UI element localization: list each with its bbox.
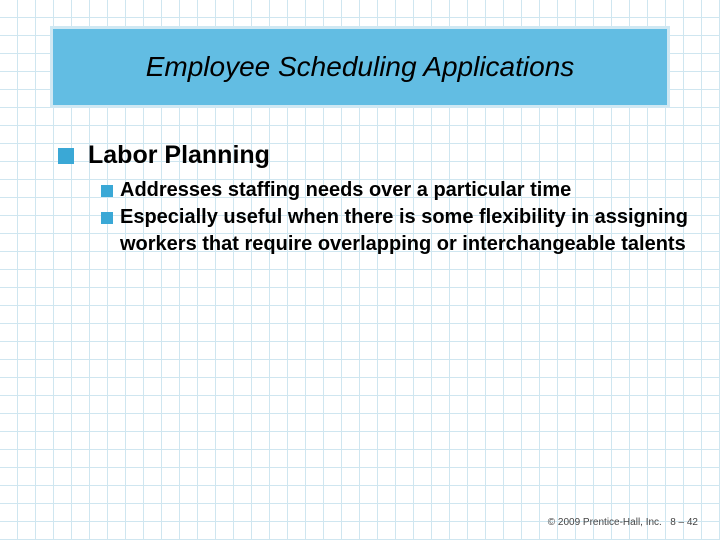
sub-bullet-item [101, 204, 691, 258]
sub-bullet-text: Especially useful when there is some flexibility in assigning workers that require overlapping or interchangeable talents [120, 206, 688, 255]
title-banner [50, 26, 670, 108]
slide-footer [548, 517, 698, 528]
square-bullet-icon [58, 148, 74, 164]
bullet-text: Labor Planning [88, 141, 270, 169]
bullet-labor-planning [58, 141, 270, 170]
copyright-text: © 2009 Prentice-Hall, Inc. [547, 517, 662, 528]
slide-title: Employee Scheduling Applications [145, 51, 575, 82]
sub-bullet-text: Addresses staffing needs over a particular time [120, 179, 572, 201]
square-bullet-icon [101, 185, 113, 197]
sub-bullet-item [101, 177, 691, 204]
page-number: 8 – 42 [670, 517, 698, 528]
sub-bullet-list [101, 177, 691, 258]
square-bullet-icon [101, 212, 113, 224]
